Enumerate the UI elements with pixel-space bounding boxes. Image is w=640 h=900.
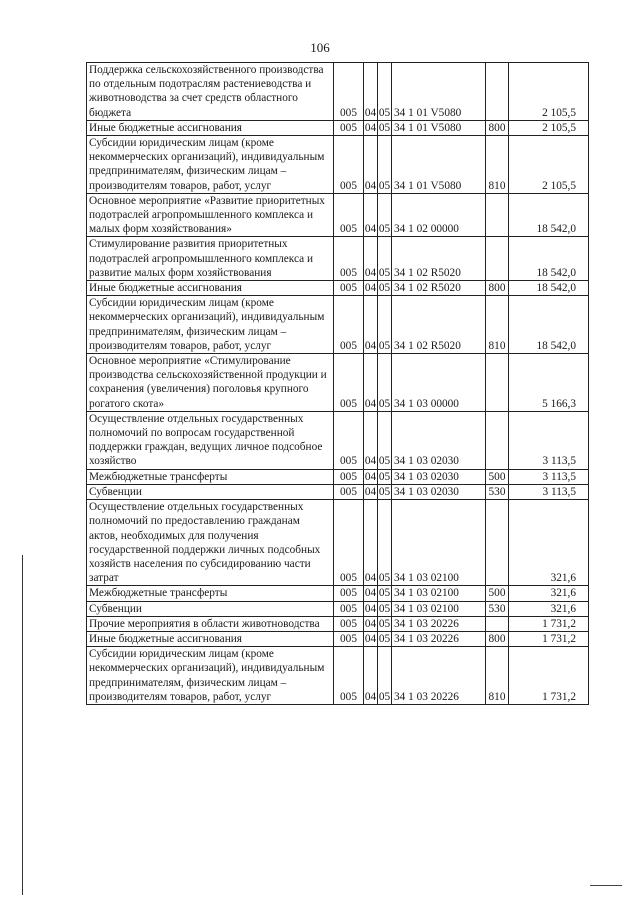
expense-type-cell: 500	[486, 469, 509, 484]
table-row	[87, 237, 589, 281]
table-row	[87, 63, 589, 121]
section-code-cell: 04	[364, 282, 377, 295]
amount-cell: 1 731,2	[509, 631, 589, 646]
subsection-code-cell: 05	[378, 485, 391, 498]
target-article-cell: 34 1 03 02030	[392, 469, 486, 484]
amount-cell: 1 731,2	[509, 647, 589, 705]
subsection-code-cell: 05	[378, 470, 391, 483]
admin-code-cell: 005	[334, 647, 364, 705]
expense-type-cell: 530	[486, 484, 509, 499]
expense-type-cell	[486, 411, 509, 469]
expense-type-cell	[486, 237, 509, 281]
amount-cell: 1 731,2	[509, 616, 589, 631]
section-code-cell: 04	[364, 632, 377, 645]
scan-edge-mark	[590, 885, 622, 886]
table-row	[87, 136, 589, 194]
expense-type-cell: 800	[486, 120, 509, 135]
expense-name-cell: Основное мероприятие «Стимулирование производства сельскохозяйственной продукции и сохранения (увеличения) поголовья крупного рогатого скота»	[87, 354, 334, 412]
admin-code-cell: 005	[334, 120, 364, 135]
admin-code-cell: 005	[334, 281, 364, 296]
target-article-cell: 34 1 01 V5080	[392, 136, 486, 194]
expense-name-cell: Субвенции	[87, 601, 334, 616]
expense-name-cell: Прочие мероприятия в области животноводства	[87, 616, 334, 631]
target-article-cell: 34 1 03 02100	[392, 500, 486, 586]
section-code-cell: 04	[364, 500, 378, 586]
expense-name-cell: Субсидии юридическим лицам (кроме некоммерческих организаций), индивидуальным предпринимателям, физическим лицам – производителям товаров, работ, услуг	[87, 647, 334, 705]
expense-name-cell: Иные бюджетные ассигнования	[87, 631, 334, 646]
expense-name-cell: Поддержка сельскохозяйственного производства по отдельным подотраслям растениеводства и животноводства за счет средств областного бюджета	[87, 63, 334, 121]
expense-type-cell: 500	[486, 586, 509, 601]
table-row	[87, 616, 589, 631]
admin-code-cell: 005	[334, 484, 364, 499]
admin-code-cell: 005	[334, 296, 364, 354]
amount-cell: 18 542,0	[509, 237, 589, 281]
subsection-code-cell: 05	[378, 354, 392, 412]
target-article-cell: 34 1 03 20226	[392, 616, 486, 631]
expense-type-cell: 800	[486, 281, 509, 296]
expense-type-cell: 810	[486, 296, 509, 354]
subsection-code-cell: 05	[378, 282, 391, 295]
amount-cell: 2 105,5	[509, 136, 589, 194]
section-code-cell: 04	[364, 121, 377, 134]
admin-code-cell: 005	[334, 631, 364, 646]
target-article-cell: 34 1 03 00000	[392, 354, 486, 412]
expense-name-cell: Субсидии юридическим лицам (кроме некоммерческих организаций), индивидуальным предпринимателям, физическим лицам – производителям товаров, работ, услуг	[87, 296, 334, 354]
table-row	[87, 411, 589, 469]
section-code-cell: 04	[364, 647, 378, 705]
admin-code-cell: 005	[334, 193, 364, 237]
subsection-code-cell: 05	[378, 617, 391, 630]
admin-code-cell: 005	[334, 601, 364, 616]
subsection-code-cell: 05	[378, 136, 392, 194]
target-article-cell: 34 1 03 02100	[392, 586, 486, 601]
subsection-code-cell: 05	[378, 647, 392, 705]
table-row	[87, 500, 589, 586]
amount-cell: 2 105,5	[509, 120, 589, 135]
admin-code-cell: 005	[334, 616, 364, 631]
subsection-code-cell: 05	[378, 193, 392, 237]
target-article-cell: 34 1 03 20226	[392, 647, 486, 705]
amount-cell: 18 542,0	[509, 193, 589, 237]
amount-cell: 3 113,5	[509, 411, 589, 469]
table-row	[87, 647, 589, 705]
amount-cell: 3 113,5	[509, 484, 589, 499]
expense-name-cell: Межбюджетные трансферты	[87, 469, 334, 484]
admin-code-cell: 005	[334, 586, 364, 601]
amount-cell: 321,6	[509, 500, 589, 586]
section-code-cell: 04	[364, 63, 378, 121]
expense-name-cell: Субвенции	[87, 484, 334, 499]
section-code-cell: 04	[364, 354, 378, 412]
table-row	[87, 601, 589, 616]
expense-type-cell: 810	[486, 647, 509, 705]
expense-type-cell: 810	[486, 136, 509, 194]
expense-name-cell: Иные бюджетные ассигнования	[87, 281, 334, 296]
subsection-code-cell: 05	[378, 63, 392, 121]
amount-cell: 18 542,0	[509, 296, 589, 354]
table-row	[87, 120, 589, 135]
amount-cell: 2 105,5	[509, 63, 589, 121]
target-article-cell: 34 1 02 R5020	[392, 281, 486, 296]
table-row	[87, 469, 589, 484]
admin-code-cell: 005	[334, 411, 364, 469]
table-row	[87, 484, 589, 499]
amount-cell: 18 542,0	[509, 281, 589, 296]
expense-name-cell: Стимулирование развития приоритетных подотраслей агропромышленного комплекса и развитие малых форм хозяйствования	[87, 237, 334, 281]
table-row	[87, 354, 589, 412]
expense-type-cell	[486, 500, 509, 586]
section-code-cell: 04	[364, 411, 378, 469]
section-code-cell: 04	[364, 470, 377, 483]
table-row	[87, 631, 589, 646]
expense-name-cell: Межбюджетные трансферты	[87, 586, 334, 601]
section-code-cell: 04	[364, 237, 378, 281]
section-code-cell: 04	[364, 587, 377, 600]
subsection-code-cell: 05	[378, 121, 391, 134]
admin-code-cell: 005	[334, 469, 364, 484]
target-article-cell: 34 1 01 V5080	[392, 63, 486, 121]
target-article-cell: 34 1 01 V5080	[392, 120, 486, 135]
expense-name-cell: Основное мероприятие «Развитие приоритетных подотраслей агропромышленного комплекса и малых форм хозяйствования»	[87, 193, 334, 237]
admin-code-cell: 005	[334, 237, 364, 281]
table-row	[87, 281, 589, 296]
subsection-code-cell: 05	[378, 296, 392, 354]
subsection-code-cell: 05	[378, 587, 391, 600]
target-article-cell: 34 1 03 02030	[392, 411, 486, 469]
expense-type-cell: 800	[486, 631, 509, 646]
scan-edge-line	[22, 555, 23, 895]
amount-cell: 3 113,5	[509, 469, 589, 484]
amount-cell: 321,6	[509, 586, 589, 601]
expense-type-cell	[486, 63, 509, 121]
subsection-code-cell: 05	[378, 500, 392, 586]
subsection-code-cell: 05	[378, 602, 391, 615]
expense-type-cell	[486, 354, 509, 412]
target-article-cell: 34 1 03 02100	[392, 601, 486, 616]
expense-name-cell: Субсидии юридическим лицам (кроме некоммерческих организаций), индивидуальным предпринимателям, физическим лицам – производителям товаров, работ, услуг	[87, 136, 334, 194]
table-row	[87, 193, 589, 237]
expense-type-cell	[486, 616, 509, 631]
admin-code-cell: 005	[334, 136, 364, 194]
subsection-code-cell: 05	[378, 237, 392, 281]
subsection-code-cell: 05	[378, 411, 392, 469]
expense-name-cell: Иные бюджетные ассигнования	[87, 120, 334, 135]
page-number: 106	[310, 40, 330, 55]
admin-code-cell: 005	[334, 500, 364, 586]
section-code-cell: 04	[364, 296, 378, 354]
target-article-cell: 34 1 02 00000	[392, 193, 486, 237]
table-row	[87, 586, 589, 601]
target-article-cell: 34 1 03 20226	[392, 631, 486, 646]
expense-name-cell: Осуществление отдельных государственных полномочий по вопросам государственной поддержки граждан, ведущих личное подсобное хозяйство	[87, 411, 334, 469]
admin-code-cell: 005	[334, 63, 364, 121]
admin-code-cell: 005	[334, 354, 364, 412]
target-article-cell: 34 1 02 R5020	[392, 237, 486, 281]
budget-table	[86, 62, 589, 705]
table-body	[87, 63, 589, 705]
target-article-cell: 34 1 02 R5020	[392, 296, 486, 354]
section-code-cell: 04	[364, 602, 377, 615]
section-code-cell: 04	[364, 485, 377, 498]
expense-type-cell: 530	[486, 601, 509, 616]
table-row	[87, 296, 589, 354]
amount-cell: 5 166,3	[509, 354, 589, 412]
expense-type-cell	[486, 193, 509, 237]
subsection-code-cell: 05	[378, 632, 391, 645]
amount-cell: 321,6	[509, 601, 589, 616]
section-code-cell: 04	[364, 136, 378, 194]
target-article-cell: 34 1 03 02030	[392, 484, 486, 499]
section-code-cell: 04	[364, 193, 378, 237]
section-code-cell: 04	[364, 617, 377, 630]
expense-name-cell: Осуществление отдельных государственных полномочий по предоставлению гражданам актов, необходимых для получения государственной поддержки личных подсобных хозяйств населения по субсидированию части затрат	[87, 500, 334, 586]
